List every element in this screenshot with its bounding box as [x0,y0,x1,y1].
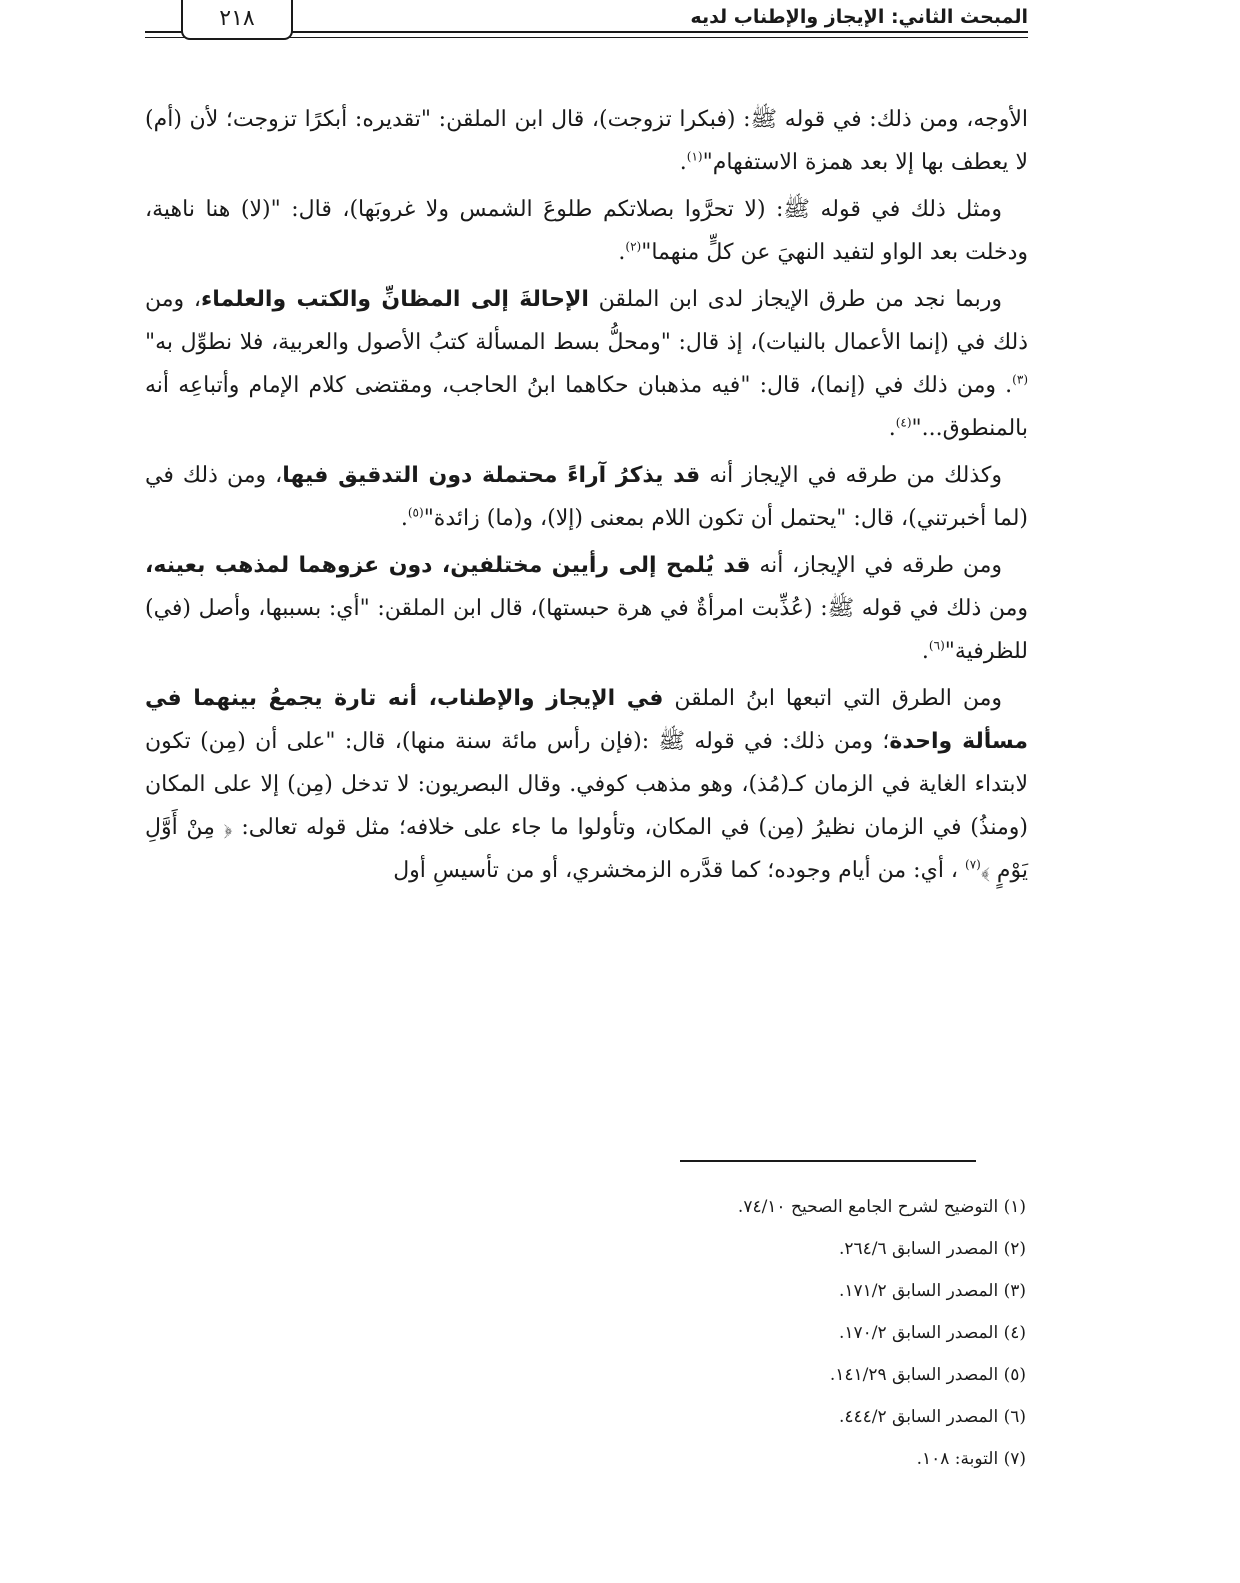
footnote-item: (١) التوضيح لشرح الجامع الصحيح ٧٤/١٠. [737,1197,1026,1217]
paragraph: الأوجه، ومن ذلك: في قوله ﷺ: (فبكرا تزوجت)، قال ابن الملقن: "تقديره: أبكرًا تزوجت؛ لأن (أم) لا يعطف بها إلا بعد همزة الاستفهام"$^{(١)}$. [145,107,1028,175]
bold-phrase: قد يذكرُ آراءً محتملة دون التدقيق فيها [282,463,701,488]
footnote-item: (٢) المصدر السابق ٢٦٤/٦. [838,1239,1026,1259]
paragraph: ومن الطرق التي اتبعها ابنُ الملقن في الإيجاز والإطناب، أنه تارة يجمعُ بينهما في مسألة واحدة؛ ومن ذلك: في قوله ﷺ :(فإن رأس مائة سنة منها)، قال: "على أن (مِن) تكون لابتداء الغاية في الزمان كـ(مُذ)، وهو مذهب كوفي. وقال البصريون: لا تدخل (مِن) إلا على المكان (ومنذُ) في الزمان نظيرُ (مِن) في المكان، وتأولوا ما جاء على خلافه؛ مثل قوله تعالى: ﴿ مِنْ أَوَّلِ يَوْمٍ ﴾$^{(٧)}$ ، أي: من أيام وجوده؛ كما قدَّره الزمخشري، أو من تأسيسِ أول [145,686,1028,883]
footnote-item: (٦) المصدر السابق ٤٤٤/٢. [838,1407,1026,1427]
footnote-item: (٥) المصدر السابق ١٤١/٢٩. [829,1365,1026,1385]
footnote-ref: (٤) [895,415,912,430]
paragraph: وكذلك من طرقه في الإيجاز أنه قد يذكرُ آراءً محتملة دون التدقيق فيها، ومن ذلك في (لما أخبرتني)، قال: "يحتمل أن تكون اللام بمعنى (إلا)، و(ما) زائدة"$^{(٥)}$. [145,463,1028,531]
paragraph: ومثل ذلك في قوله ﷺ: (لا تحرَّوا بصلاتكم طلوعَ الشمس ولا غروبَها)، قال: "(لا) هنا ناهية، ودخلت بعد الواو لتفيد النهيَ عن كلٍّ منهما"$^{(٢)}$. [145,197,1028,265]
page-number: ٢١٨ [181,0,293,40]
bold-phrase: قد يُلمح إلى رأيين مختلفين، دون عزوهما لمذهب بعينه، [145,553,751,578]
footnote-ref: (٧) [965,857,981,872]
footnote-ref: (٢) [625,239,642,254]
paragraph: وربما نجد من طرق الإيجاز لدى ابن الملقن الإحالةَ إلى المظانِّ والكتب والعلماء، ومن ذلك في (إنما الأعمال بالنيات)، إذ قال: "ومحلُّ بسط المسألة كتبُ الأصول والعربية، فلا نطوِّل به"$^{(٣)}$. ومن ذلك في (إنما)، قال: "فيه مذهبان حكاهما ابنُ الحاجب، ومقتضى كلام الإمام وأتباعِه أنه بالمنطوق..."$^{(٤)}$. [145,287,1028,441]
footnote-ref: (١) [686,149,703,164]
footnote-item: (٧) التوبة: ١٠٨. [916,1449,1026,1469]
page-header [145,0,1028,40]
chapter-title: المبحث الثاني: الإيجاز والإطناب لديه [690,6,1028,28]
footnote-item: (٣) المصدر السابق ١٧١/٢. [838,1281,1026,1301]
footnotes [145,1186,1028,1480]
footnote-ref: (٣) [1012,372,1028,387]
footnote-ref: (٥) [407,505,424,520]
footnote-item: (٤) المصدر السابق ١٧٠/٢. [838,1323,1026,1343]
footnote-ref: (٦) [928,638,945,653]
footnote-separator [680,1160,976,1162]
bold-phrase: الإحالةَ إلى المظانِّ والكتب والعلماء [200,287,589,312]
paragraph: ومن طرقه في الإيجاز، أنه قد يُلمح إلى رأيين مختلفين، دون عزوهما لمذهب بعينه، ومن ذلك في قوله ﷺ: (عُذِّبت امرأةٌ في هرة حبستها)، قال ابن الملقن: "أي: بسببها، وأصل (في) للظرفية"$^{(٦)}$. [145,553,1028,664]
main-text [145,98,1028,896]
bold-phrase: في الإيجاز والإطناب، أنه تارة يجمعُ بينهما في مسألة واحدة [145,686,1028,754]
